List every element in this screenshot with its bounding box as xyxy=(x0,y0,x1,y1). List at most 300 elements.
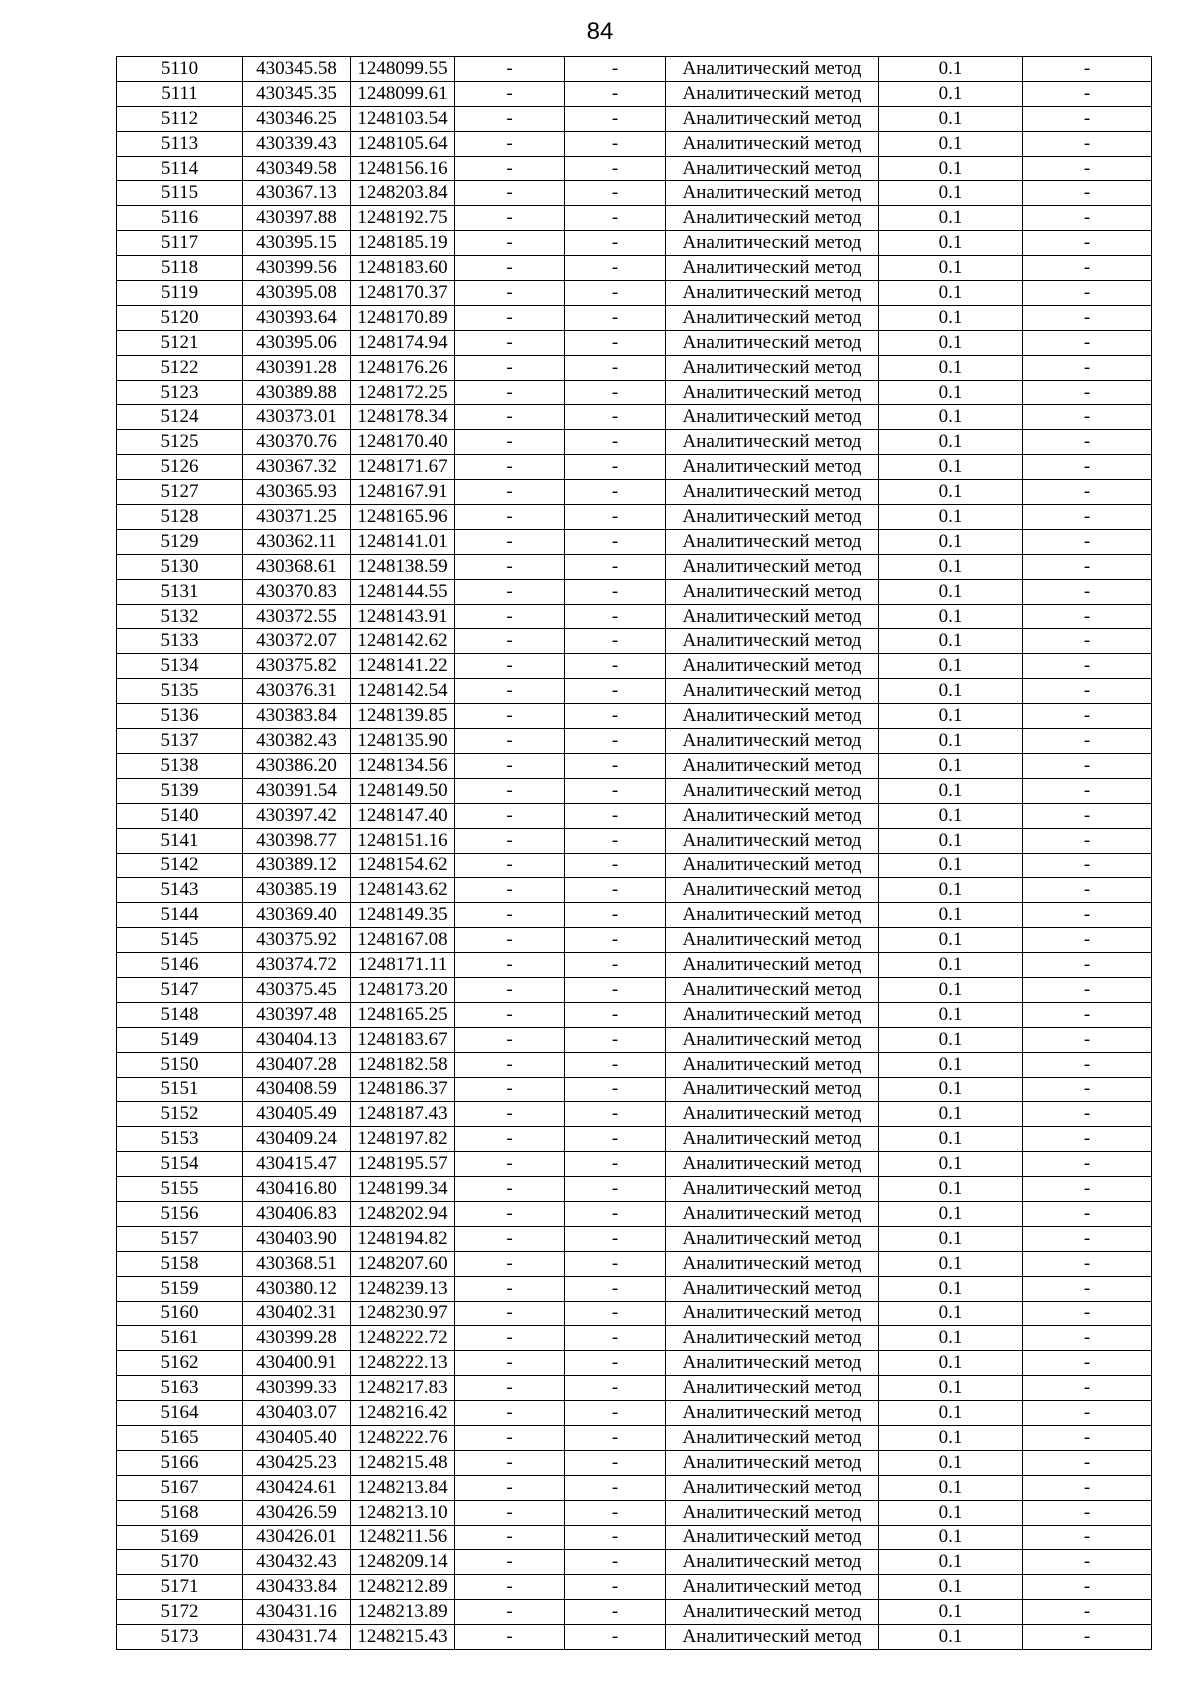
y-coordinate-cell: 1248183.67 xyxy=(351,1027,455,1052)
point-number-cell: 5119 xyxy=(117,281,243,306)
x-coordinate-cell: 430382.43 xyxy=(243,729,351,754)
y-coordinate-cell: 1248099.55 xyxy=(351,57,455,82)
table-row xyxy=(117,554,1152,579)
x-coordinate-cell: 430369.40 xyxy=(243,903,351,928)
accuracy-cell: 0.1 xyxy=(879,953,1023,978)
y-coordinate-cell: 1248170.37 xyxy=(351,281,455,306)
dash-cell: - xyxy=(1023,206,1152,231)
dash-cell: - xyxy=(455,1625,565,1650)
y-coordinate-cell: 1248171.67 xyxy=(351,455,455,480)
dash-cell: - xyxy=(455,1002,565,1027)
table-row xyxy=(117,1575,1152,1600)
point-number-cell: 5170 xyxy=(117,1550,243,1575)
dash-cell: - xyxy=(565,1376,666,1401)
table-row xyxy=(117,355,1152,380)
y-coordinate-cell: 1248138.59 xyxy=(351,554,455,579)
y-coordinate-cell: 1248202.94 xyxy=(351,1201,455,1226)
dash-cell: - xyxy=(1023,1127,1152,1152)
dash-cell: - xyxy=(455,1301,565,1326)
method-cell: Аналитический метод xyxy=(666,803,879,828)
dash-cell: - xyxy=(1023,380,1152,405)
table-row xyxy=(117,1002,1152,1027)
table-row xyxy=(117,1276,1152,1301)
dash-cell: - xyxy=(1023,629,1152,654)
dash-cell: - xyxy=(565,281,666,306)
table-row xyxy=(117,729,1152,754)
dash-cell: - xyxy=(455,828,565,853)
accuracy-cell: 0.1 xyxy=(879,156,1023,181)
accuracy-cell: 0.1 xyxy=(879,529,1023,554)
accuracy-cell: 0.1 xyxy=(879,977,1023,1002)
accuracy-cell: 0.1 xyxy=(879,1102,1023,1127)
table-row xyxy=(117,1625,1152,1650)
point-number-cell: 5154 xyxy=(117,1152,243,1177)
point-number-cell: 5124 xyxy=(117,405,243,430)
method-cell: Аналитический метод xyxy=(666,1276,879,1301)
dash-cell: - xyxy=(1023,355,1152,380)
dash-cell: - xyxy=(455,977,565,1002)
dash-cell: - xyxy=(565,1201,666,1226)
dash-cell: - xyxy=(1023,1226,1152,1251)
dash-cell: - xyxy=(455,380,565,405)
table-row xyxy=(117,1500,1152,1525)
y-coordinate-cell: 1248173.20 xyxy=(351,977,455,1002)
dash-cell: - xyxy=(1023,281,1152,306)
y-coordinate-cell: 1248149.35 xyxy=(351,903,455,928)
x-coordinate-cell: 430433.84 xyxy=(243,1575,351,1600)
point-number-cell: 5136 xyxy=(117,704,243,729)
method-cell: Аналитический метод xyxy=(666,1226,879,1251)
dash-cell: - xyxy=(1023,1027,1152,1052)
x-coordinate-cell: 430426.01 xyxy=(243,1525,351,1550)
point-number-cell: 5157 xyxy=(117,1226,243,1251)
x-coordinate-cell: 430405.40 xyxy=(243,1425,351,1450)
y-coordinate-cell: 1248170.89 xyxy=(351,305,455,330)
y-coordinate-cell: 1248186.37 xyxy=(351,1077,455,1102)
x-coordinate-cell: 430370.83 xyxy=(243,579,351,604)
x-coordinate-cell: 430372.55 xyxy=(243,604,351,629)
point-number-cell: 5168 xyxy=(117,1500,243,1525)
dash-cell: - xyxy=(565,803,666,828)
dash-cell: - xyxy=(565,1500,666,1525)
dash-cell: - xyxy=(455,1326,565,1351)
dash-cell: - xyxy=(1023,554,1152,579)
x-coordinate-cell: 430391.28 xyxy=(243,355,351,380)
x-coordinate-cell: 430370.76 xyxy=(243,430,351,455)
table-row xyxy=(117,480,1152,505)
accuracy-cell: 0.1 xyxy=(879,1351,1023,1376)
dash-cell: - xyxy=(1023,305,1152,330)
method-cell: Аналитический метод xyxy=(666,305,879,330)
dash-cell: - xyxy=(1023,1177,1152,1202)
table-row xyxy=(117,803,1152,828)
dash-cell: - xyxy=(455,1575,565,1600)
point-number-cell: 5133 xyxy=(117,629,243,654)
dash-cell: - xyxy=(1023,853,1152,878)
dash-cell: - xyxy=(1023,704,1152,729)
dash-cell: - xyxy=(455,654,565,679)
method-cell: Аналитический метод xyxy=(666,1475,879,1500)
x-coordinate-cell: 430385.19 xyxy=(243,878,351,903)
table-row xyxy=(117,1401,1152,1426)
dash-cell: - xyxy=(1023,81,1152,106)
dash-cell: - xyxy=(1023,977,1152,1002)
dash-cell: - xyxy=(565,1152,666,1177)
y-coordinate-cell: 1248182.58 xyxy=(351,1052,455,1077)
dash-cell: - xyxy=(565,330,666,355)
table-row xyxy=(117,330,1152,355)
method-cell: Аналитический метод xyxy=(666,1251,879,1276)
table-row xyxy=(117,977,1152,1002)
y-coordinate-cell: 1248142.62 xyxy=(351,629,455,654)
x-coordinate-cell: 430399.56 xyxy=(243,256,351,281)
dash-cell: - xyxy=(455,1525,565,1550)
table-row xyxy=(117,1450,1152,1475)
dash-cell: - xyxy=(455,729,565,754)
table-row xyxy=(117,1525,1152,1550)
method-cell: Аналитический метод xyxy=(666,156,879,181)
method-cell: Аналитический метод xyxy=(666,1102,879,1127)
dash-cell: - xyxy=(1023,1201,1152,1226)
dash-cell: - xyxy=(1023,57,1152,82)
x-coordinate-cell: 430395.06 xyxy=(243,330,351,355)
dash-cell: - xyxy=(455,405,565,430)
dash-cell: - xyxy=(455,1276,565,1301)
dash-cell: - xyxy=(455,430,565,455)
dash-cell: - xyxy=(565,1077,666,1102)
y-coordinate-cell: 1248213.89 xyxy=(351,1600,455,1625)
dash-cell: - xyxy=(455,1425,565,1450)
dash-cell: - xyxy=(455,928,565,953)
table-row xyxy=(117,81,1152,106)
point-number-cell: 5156 xyxy=(117,1201,243,1226)
table-row xyxy=(117,679,1152,704)
method-cell: Аналитический метод xyxy=(666,1326,879,1351)
y-coordinate-cell: 1248165.96 xyxy=(351,505,455,530)
method-cell: Аналитический метод xyxy=(666,1600,879,1625)
point-number-cell: 5112 xyxy=(117,106,243,131)
table-row xyxy=(117,1550,1152,1575)
dash-cell: - xyxy=(565,430,666,455)
dash-cell: - xyxy=(455,1450,565,1475)
dash-cell: - xyxy=(1023,803,1152,828)
dash-cell: - xyxy=(455,679,565,704)
method-cell: Аналитический метод xyxy=(666,455,879,480)
y-coordinate-cell: 1248105.64 xyxy=(351,131,455,156)
y-coordinate-cell: 1248222.76 xyxy=(351,1425,455,1450)
accuracy-cell: 0.1 xyxy=(879,1027,1023,1052)
x-coordinate-cell: 430395.08 xyxy=(243,281,351,306)
accuracy-cell: 0.1 xyxy=(879,1276,1023,1301)
table-row xyxy=(117,281,1152,306)
dash-cell: - xyxy=(455,629,565,654)
accuracy-cell: 0.1 xyxy=(879,1251,1023,1276)
dash-cell: - xyxy=(565,57,666,82)
dash-cell: - xyxy=(565,928,666,953)
dash-cell: - xyxy=(1023,106,1152,131)
point-number-cell: 5149 xyxy=(117,1027,243,1052)
dash-cell: - xyxy=(1023,679,1152,704)
dash-cell: - xyxy=(1023,1376,1152,1401)
y-coordinate-cell: 1248141.22 xyxy=(351,654,455,679)
accuracy-cell: 0.1 xyxy=(879,554,1023,579)
dash-cell: - xyxy=(565,156,666,181)
point-number-cell: 5116 xyxy=(117,206,243,231)
accuracy-cell: 0.1 xyxy=(879,1525,1023,1550)
dash-cell: - xyxy=(1023,1102,1152,1127)
table-row xyxy=(117,181,1152,206)
method-cell: Аналитический метод xyxy=(666,679,879,704)
table-row xyxy=(117,928,1152,953)
dash-cell: - xyxy=(565,878,666,903)
dash-cell: - xyxy=(455,131,565,156)
x-coordinate-cell: 430383.84 xyxy=(243,704,351,729)
method-cell: Аналитический метод xyxy=(666,604,879,629)
method-cell: Аналитический метод xyxy=(666,1201,879,1226)
x-coordinate-cell: 430424.61 xyxy=(243,1475,351,1500)
method-cell: Аналитический метод xyxy=(666,1027,879,1052)
table-row xyxy=(117,1251,1152,1276)
accuracy-cell: 0.1 xyxy=(879,1152,1023,1177)
x-coordinate-cell: 430345.58 xyxy=(243,57,351,82)
y-coordinate-cell: 1248147.40 xyxy=(351,803,455,828)
table-row xyxy=(117,1127,1152,1152)
dash-cell: - xyxy=(565,953,666,978)
dash-cell: - xyxy=(455,1102,565,1127)
dash-cell: - xyxy=(455,256,565,281)
dash-cell: - xyxy=(1023,330,1152,355)
table-row xyxy=(117,1425,1152,1450)
point-number-cell: 5162 xyxy=(117,1351,243,1376)
accuracy-cell: 0.1 xyxy=(879,206,1023,231)
method-cell: Аналитический метод xyxy=(666,1575,879,1600)
x-coordinate-cell: 430431.16 xyxy=(243,1600,351,1625)
x-coordinate-cell: 430371.25 xyxy=(243,505,351,530)
dash-cell: - xyxy=(455,1226,565,1251)
dash-cell: - xyxy=(1023,1002,1152,1027)
dash-cell: - xyxy=(565,1052,666,1077)
y-coordinate-cell: 1248217.83 xyxy=(351,1376,455,1401)
y-coordinate-cell: 1248143.62 xyxy=(351,878,455,903)
method-cell: Аналитический метод xyxy=(666,753,879,778)
dash-cell: - xyxy=(455,181,565,206)
point-number-cell: 5120 xyxy=(117,305,243,330)
y-coordinate-cell: 1248144.55 xyxy=(351,579,455,604)
table-row xyxy=(117,704,1152,729)
method-cell: Аналитический метод xyxy=(666,81,879,106)
y-coordinate-cell: 1248167.08 xyxy=(351,928,455,953)
x-coordinate-cell: 430403.90 xyxy=(243,1226,351,1251)
y-coordinate-cell: 1248222.13 xyxy=(351,1351,455,1376)
point-number-cell: 5158 xyxy=(117,1251,243,1276)
y-coordinate-cell: 1248209.14 xyxy=(351,1550,455,1575)
table-row xyxy=(117,529,1152,554)
dash-cell: - xyxy=(565,1102,666,1127)
dash-cell: - xyxy=(1023,1525,1152,1550)
point-number-cell: 5147 xyxy=(117,977,243,1002)
accuracy-cell: 0.1 xyxy=(879,1625,1023,1650)
y-coordinate-cell: 1248099.61 xyxy=(351,81,455,106)
dash-cell: - xyxy=(565,106,666,131)
dash-cell: - xyxy=(565,778,666,803)
point-number-cell: 5137 xyxy=(117,729,243,754)
point-number-cell: 5146 xyxy=(117,953,243,978)
dash-cell: - xyxy=(455,1550,565,1575)
dash-cell: - xyxy=(565,1326,666,1351)
dash-cell: - xyxy=(565,977,666,1002)
dash-cell: - xyxy=(565,1525,666,1550)
accuracy-cell: 0.1 xyxy=(879,281,1023,306)
dash-cell: - xyxy=(1023,231,1152,256)
point-number-cell: 5117 xyxy=(117,231,243,256)
x-coordinate-cell: 430349.58 xyxy=(243,156,351,181)
dash-cell: - xyxy=(1023,529,1152,554)
dash-cell: - xyxy=(455,106,565,131)
dash-cell: - xyxy=(1023,1276,1152,1301)
method-cell: Аналитический метод xyxy=(666,928,879,953)
accuracy-cell: 0.1 xyxy=(879,928,1023,953)
dash-cell: - xyxy=(565,1450,666,1475)
y-coordinate-cell: 1248199.34 xyxy=(351,1177,455,1202)
method-cell: Аналитический метод xyxy=(666,977,879,1002)
accuracy-cell: 0.1 xyxy=(879,256,1023,281)
y-coordinate-cell: 1248141.01 xyxy=(351,529,455,554)
method-cell: Аналитический метод xyxy=(666,1550,879,1575)
dash-cell: - xyxy=(565,604,666,629)
point-number-cell: 5172 xyxy=(117,1600,243,1625)
dash-cell: - xyxy=(1023,1500,1152,1525)
y-coordinate-cell: 1248178.34 xyxy=(351,405,455,430)
point-number-cell: 5161 xyxy=(117,1326,243,1351)
accuracy-cell: 0.1 xyxy=(879,604,1023,629)
point-number-cell: 5122 xyxy=(117,355,243,380)
point-number-cell: 5160 xyxy=(117,1301,243,1326)
table-row xyxy=(117,380,1152,405)
y-coordinate-cell: 1248230.97 xyxy=(351,1301,455,1326)
dash-cell: - xyxy=(565,704,666,729)
accuracy-cell: 0.1 xyxy=(879,305,1023,330)
dash-cell: - xyxy=(565,828,666,853)
dash-cell: - xyxy=(455,505,565,530)
point-number-cell: 5111 xyxy=(117,81,243,106)
x-coordinate-cell: 430397.88 xyxy=(243,206,351,231)
dash-cell: - xyxy=(565,1351,666,1376)
method-cell: Аналитический метод xyxy=(666,1425,879,1450)
accuracy-cell: 0.1 xyxy=(879,853,1023,878)
point-number-cell: 5127 xyxy=(117,480,243,505)
point-number-cell: 5145 xyxy=(117,928,243,953)
x-coordinate-cell: 430345.35 xyxy=(243,81,351,106)
y-coordinate-cell: 1248149.50 xyxy=(351,778,455,803)
accuracy-cell: 0.1 xyxy=(879,878,1023,903)
dash-cell: - xyxy=(565,853,666,878)
dash-cell: - xyxy=(1023,654,1152,679)
point-number-cell: 5132 xyxy=(117,604,243,629)
method-cell: Аналитический метод xyxy=(666,57,879,82)
dash-cell: - xyxy=(455,853,565,878)
accuracy-cell: 0.1 xyxy=(879,380,1023,405)
dash-cell: - xyxy=(455,330,565,355)
dash-cell: - xyxy=(1023,505,1152,530)
dash-cell: - xyxy=(1023,156,1152,181)
x-coordinate-cell: 430425.23 xyxy=(243,1450,351,1475)
method-cell: Аналитический метод xyxy=(666,256,879,281)
table-row xyxy=(117,654,1152,679)
y-coordinate-cell: 1248215.43 xyxy=(351,1625,455,1650)
accuracy-cell: 0.1 xyxy=(879,231,1023,256)
point-number-cell: 5130 xyxy=(117,554,243,579)
method-cell: Аналитический метод xyxy=(666,778,879,803)
dash-cell: - xyxy=(1023,753,1152,778)
table-row xyxy=(117,231,1152,256)
y-coordinate-cell: 1248151.16 xyxy=(351,828,455,853)
method-cell: Аналитический метод xyxy=(666,529,879,554)
method-cell: Аналитический метод xyxy=(666,1177,879,1202)
dash-cell: - xyxy=(455,1376,565,1401)
x-coordinate-cell: 430400.91 xyxy=(243,1351,351,1376)
dash-cell: - xyxy=(565,1625,666,1650)
dash-cell: - xyxy=(565,505,666,530)
dash-cell: - xyxy=(565,380,666,405)
x-coordinate-cell: 430397.42 xyxy=(243,803,351,828)
dash-cell: - xyxy=(455,305,565,330)
y-coordinate-cell: 1248213.10 xyxy=(351,1500,455,1525)
dash-cell: - xyxy=(1023,480,1152,505)
table-row xyxy=(117,1475,1152,1500)
y-coordinate-cell: 1248165.25 xyxy=(351,1002,455,1027)
dash-cell: - xyxy=(1023,579,1152,604)
dash-cell: - xyxy=(455,1351,565,1376)
accuracy-cell: 0.1 xyxy=(879,131,1023,156)
method-cell: Аналитический метод xyxy=(666,853,879,878)
method-cell: Аналитический метод xyxy=(666,1450,879,1475)
y-coordinate-cell: 1248187.43 xyxy=(351,1102,455,1127)
dash-cell: - xyxy=(455,778,565,803)
point-number-cell: 5152 xyxy=(117,1102,243,1127)
dash-cell: - xyxy=(1023,405,1152,430)
accuracy-cell: 0.1 xyxy=(879,579,1023,604)
method-cell: Аналитический метод xyxy=(666,380,879,405)
method-cell: Аналитический метод xyxy=(666,554,879,579)
dash-cell: - xyxy=(455,480,565,505)
dash-cell: - xyxy=(1023,1077,1152,1102)
method-cell: Аналитический метод xyxy=(666,579,879,604)
dash-cell: - xyxy=(455,1127,565,1152)
accuracy-cell: 0.1 xyxy=(879,1500,1023,1525)
dash-cell: - xyxy=(455,1500,565,1525)
accuracy-cell: 0.1 xyxy=(879,903,1023,928)
method-cell: Аналитический метод xyxy=(666,1525,879,1550)
point-number-cell: 5123 xyxy=(117,380,243,405)
x-coordinate-cell: 430389.12 xyxy=(243,853,351,878)
dash-cell: - xyxy=(455,529,565,554)
method-cell: Аналитический метод xyxy=(666,206,879,231)
point-number-cell: 5126 xyxy=(117,455,243,480)
x-coordinate-cell: 430367.13 xyxy=(243,181,351,206)
x-coordinate-cell: 430395.15 xyxy=(243,231,351,256)
accuracy-cell: 0.1 xyxy=(879,629,1023,654)
dash-cell: - xyxy=(565,1475,666,1500)
x-coordinate-cell: 430399.33 xyxy=(243,1376,351,1401)
y-coordinate-cell: 1248172.25 xyxy=(351,380,455,405)
method-cell: Аналитический метод xyxy=(666,654,879,679)
method-cell: Аналитический метод xyxy=(666,1301,879,1326)
dash-cell: - xyxy=(1023,1625,1152,1650)
accuracy-cell: 0.1 xyxy=(879,1052,1023,1077)
dash-cell: - xyxy=(455,1152,565,1177)
dash-cell: - xyxy=(455,1475,565,1500)
point-number-cell: 5144 xyxy=(117,903,243,928)
